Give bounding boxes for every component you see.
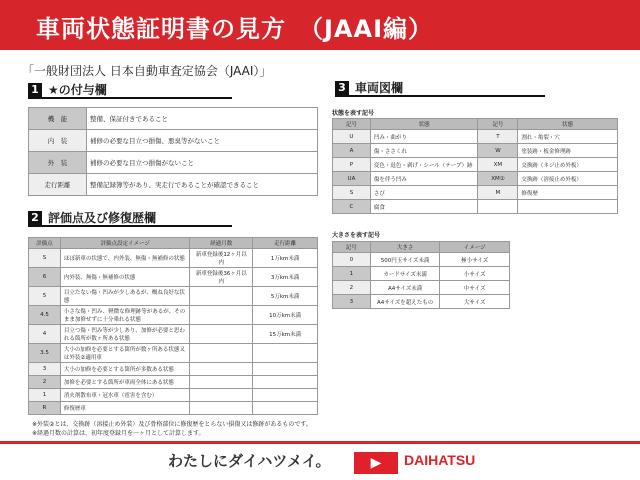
table-row [333,130,618,144]
star-table [28,107,318,196]
table-row [333,158,618,172]
table-row [333,144,618,158]
table-cell: 割れ・亀裂・穴 [518,130,618,144]
table-cell: 大小の加修を必要とする箇所が数ヶ所ある状態又は外装②適用車 [60,344,190,363]
table-cell: 6 [29,268,61,287]
table-cell: 内 装 [29,130,87,152]
table-cell [190,306,253,325]
table-row [29,268,318,287]
table-cell: 大小の加修を必要とする箇所が多数ある状態 [60,363,190,376]
table-cell: XM② [478,172,518,186]
table-cell: S [333,186,371,200]
table-row [29,376,318,389]
table-cell: 小さな傷・凹み、軽微な修理跡等があるが、そのまま加修せずに十分乗れる状態 [60,306,190,325]
table-cell: U [333,130,371,144]
header-row [29,238,318,249]
table-cell: 腐食 [370,200,478,214]
section2-heading [28,210,232,227]
table-cell: 3 [333,295,371,309]
table-cell [190,344,253,363]
table-cell: W [478,144,518,158]
table-cell: 走行距離 [29,174,87,196]
column-header: 記号 [333,242,371,253]
table-cell: 目立たない傷・凹みが少しあるが、概ね良好な状態 [60,287,190,306]
table-cell: 交換跡（ネジ止め外板） [518,158,618,172]
table-cell: 1万km未満 [253,249,318,268]
table-cell: C [333,200,371,214]
header-row [333,242,510,253]
section3-heading [335,80,545,97]
table-cell: 傷・ささくれ [370,144,478,158]
section-title: 車両図欄 [355,81,404,95]
table-cell: 10万km未満 [253,306,318,325]
table-cell: 目立つ傷・凹み等が少しあり、加修が必要と思われる箇所が数ヶ所ある状態 [60,325,190,344]
table-row [29,130,318,152]
note: ※経過月数の計算は、初年度登録月を一ヶ月として計算します。 [32,430,205,437]
header-row [333,119,618,130]
table-cell: 整備、保証付きであること [87,108,318,130]
table-cell: R [29,402,61,415]
table-cell [190,376,253,389]
table-cell: 補修の必要な目立つ損傷がないこと [87,152,318,174]
table-row [29,325,318,344]
table-cell [253,376,318,389]
divider [0,441,640,444]
table-cell: 傷を伴う凹み [370,172,478,186]
table-cell: 大サイズ [440,295,510,309]
table-cell: 新車登録後36ヶ月以内 [190,268,253,287]
table-cell: A4サイズを超えたもの [370,295,440,309]
table-cell: 小サイズ [440,267,510,281]
table-row [29,174,318,196]
section-number: 1 [28,83,42,97]
table-cell [190,402,253,415]
table-row [29,402,318,415]
score-table [28,237,318,415]
note: ※外装②とは、交換跡（溶接止め外装）及び骨格部位に修復歴をとらない損傷又は修跡があるものです。 [32,421,312,428]
daihatsu-logo-icon: ▶ [354,452,398,474]
table-row [29,249,318,268]
table-cell [253,344,318,363]
column-header: 大きさ [370,242,440,253]
table-row [333,267,510,281]
table-cell: 0 [333,253,371,267]
slogan: わたしにダイハツメイ。 [168,452,331,470]
table-cell: 15万km未満 [253,325,318,344]
table-cell: 変色・退色・剥げ・シール（テープ）跡 [370,158,478,172]
column-header: 経過月数 [190,238,253,249]
size-table [332,241,510,309]
table-cell: カードサイズ未満 [370,267,440,281]
table-row [333,200,618,214]
table-cell: 外 装 [29,152,87,174]
section-number: 2 [28,211,42,225]
table-cell: 2 [333,281,371,295]
table-cell: T [478,130,518,144]
table-cell [190,389,253,402]
table-row [29,389,318,402]
column-header: 記号 [333,119,371,130]
table-cell: 1 [29,389,61,402]
page-title: 車両状態証明書の見方 （JAAI編） [0,0,640,50]
column-header: 評価点 [29,238,61,249]
table-cell: S [29,249,61,268]
table-row [29,344,318,363]
table-row [29,152,318,174]
table-row [29,306,318,325]
table-cell: 4 [29,325,61,344]
table-cell [253,389,318,402]
table-cell: 3.5 [29,344,61,363]
table-cell: 1 [333,267,371,281]
table-cell: 新車登録後12ヶ月以内 [190,249,253,268]
section-number: 3 [335,81,349,95]
size-caption: 大きさを表す記号 [332,232,381,239]
table-cell: ほぼ新車の状態で、内外装、無傷・無補修の状態 [60,249,190,268]
table-cell [518,200,618,214]
table-cell: 5万km未満 [253,287,318,306]
table-cell: XM [478,158,518,172]
table-cell: 補修の必要な目立つ損傷、悪臭等がないこと [87,130,318,152]
table-cell: M [478,186,518,200]
table-cell: A4サイズ未満 [370,281,440,295]
table-cell: 塗装跡・板金修理跡 [518,144,618,158]
table-cell: 5 [29,287,61,306]
section-title: ★の付与欄 [48,83,107,97]
table-cell [253,402,318,415]
table-cell: 4.5 [29,306,61,325]
table-cell: P [333,158,371,172]
table-cell: 修復歴車 [60,402,190,415]
table-cell: 内外装、無傷・無補修の状態 [60,268,190,287]
table-cell: さび [370,186,478,200]
table-cell: 加修を必要とする箇所が車両全体にある状態 [60,376,190,389]
table-row [29,363,318,376]
table-cell: 3 [29,363,61,376]
table-cell: 中サイズ [440,281,510,295]
table-row [333,295,510,309]
table-cell: 3万km未満 [253,268,318,287]
table-row [333,281,510,295]
condition-table [332,118,618,214]
table-cell: 機 能 [29,108,87,130]
table-cell: 整備記録簿等があり、実走行であることが確認できること [87,174,318,196]
table-cell: 凹み・曲がり [370,130,478,144]
subtitle: 「一般財団法人 日本自動車査定協会（JAAI）」 [22,64,272,78]
section-title: 評価点及び修復歴欄 [48,211,157,225]
table-cell: 2 [29,376,61,389]
column-header: 記号 [478,119,518,130]
table-cell [190,363,253,376]
table-cell: A [333,144,371,158]
table-cell: 消火剤散布車・冠水車（雹害を含む） [60,389,190,402]
table-row [29,108,318,130]
brand-name: DAIHATSU [404,452,476,468]
table-cell: UA [333,172,371,186]
table-row [333,172,618,186]
column-header: 走行距離 [253,238,318,249]
column-header: イメージ [440,242,510,253]
table-cell: 極小サイズ [440,253,510,267]
column-header: 状態 [518,119,618,130]
table-cell: 500円玉サイズ未満 [370,253,440,267]
table-cell: 修復歴 [518,186,618,200]
table-cell [478,200,518,214]
table-cell [190,325,253,344]
table-cell [190,287,253,306]
table-cell: 交換跡（溶接止め外板） [518,172,618,186]
column-header: 状態 [370,119,478,130]
condition-caption: 状態を表す記号 [332,110,375,117]
column-header: 評価点設定イメージ [60,238,190,249]
table-cell [253,363,318,376]
section1-heading [28,82,232,99]
table-row [333,186,618,200]
table-row [29,287,318,306]
table-row [333,253,510,267]
